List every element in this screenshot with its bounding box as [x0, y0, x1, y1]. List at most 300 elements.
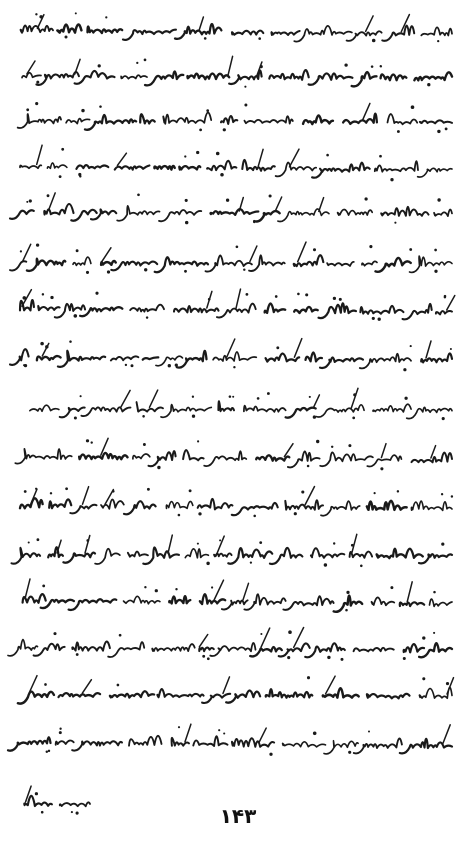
diacritic-dot — [26, 201, 28, 203]
handwritten-word — [38, 306, 59, 310]
ascender-stroke — [102, 248, 111, 261]
handwritten-word — [244, 116, 292, 123]
handwritten-word — [419, 643, 452, 657]
handwritten-word — [213, 352, 256, 361]
handwritten-word — [285, 500, 323, 510]
diacritic-dot — [326, 154, 329, 157]
diacritic-dot — [185, 199, 188, 202]
ascender-stroke — [381, 444, 386, 458]
diacritic-dot — [41, 811, 44, 814]
handwritten-word — [58, 351, 105, 367]
diacritic-dot — [99, 105, 102, 108]
diacritic-dot — [71, 811, 73, 813]
handwritten-word — [321, 501, 360, 516]
handwritten-word — [381, 74, 407, 80]
handwritten-word — [124, 596, 160, 604]
handwritten-word — [278, 209, 329, 222]
diacritic-dot — [288, 630, 292, 634]
handwritten-word — [434, 210, 452, 217]
handwritten-word — [338, 209, 373, 215]
handwritten-word — [411, 501, 452, 510]
diacritic-dot — [137, 193, 140, 196]
diacritic-dot — [223, 128, 226, 131]
diacritic-dot — [269, 753, 272, 756]
handwritten-word — [81, 407, 130, 416]
diacritic-dot — [374, 492, 376, 494]
handwritten-word — [360, 306, 403, 314]
ascender-stroke — [447, 296, 455, 311]
diacritic-dot — [434, 249, 437, 252]
handwritten-word — [265, 304, 286, 313]
diacritic-dot — [258, 37, 261, 40]
diacritic-dot — [144, 586, 146, 588]
ascender-stroke — [121, 390, 130, 407]
handwritten-word — [56, 741, 74, 745]
script-line — [20, 289, 455, 321]
handwritten-word — [204, 451, 246, 466]
ascender-stroke — [25, 579, 30, 598]
handwritten-word — [111, 262, 157, 271]
handwritten-word — [270, 548, 303, 564]
handwritten-word — [115, 166, 150, 170]
ascender-stroke — [443, 725, 451, 744]
diacritic-dot — [76, 812, 79, 815]
handwritten-word — [360, 354, 411, 369]
handwritten-word — [382, 26, 414, 41]
handwritten-word — [15, 449, 71, 464]
ascender-stroke — [407, 582, 412, 602]
ascender-stroke — [284, 444, 293, 457]
diacritic-dot — [403, 368, 406, 371]
handwritten-word — [362, 261, 377, 265]
diacritic-dot — [146, 316, 148, 318]
diacritic-dot — [232, 396, 234, 398]
handwritten-word — [407, 407, 452, 418]
ascender-stroke — [250, 246, 257, 262]
ascender-stroke — [305, 487, 315, 506]
diacritic-dot — [136, 62, 138, 64]
diacritic-dot — [202, 655, 205, 658]
ascender-stroke — [85, 536, 90, 554]
handwritten-word — [187, 74, 229, 80]
handwritten-word — [177, 351, 207, 368]
handwritten-word — [22, 73, 41, 78]
handwritten-word — [294, 307, 318, 313]
diacritic-dot — [48, 750, 50, 752]
diacritic-dot — [390, 586, 393, 589]
diacritic-dot — [35, 792, 38, 795]
diacritic-dot — [168, 364, 171, 367]
diacritic-dot — [80, 395, 82, 397]
diacritic-dot — [46, 750, 48, 752]
diacritic-dot — [20, 250, 22, 252]
handwritten-word — [10, 261, 26, 270]
diacritic-dot — [35, 102, 38, 105]
handwritten-word — [414, 72, 452, 80]
diacritic-dot — [178, 726, 180, 728]
handwritten-word — [229, 70, 261, 84]
handwritten-word — [66, 119, 90, 124]
diacritic-dot — [50, 492, 52, 494]
diacritic-dot — [107, 270, 110, 273]
ascender-stroke — [294, 339, 301, 358]
script-line — [12, 534, 453, 567]
diacritic-dot — [309, 396, 311, 398]
diacritic-dot — [211, 586, 213, 588]
handwritten-word — [72, 641, 110, 650]
handwritten-word — [155, 257, 208, 272]
handwritten-word — [163, 112, 211, 123]
handwritten-word — [320, 452, 373, 466]
handwritten-word — [10, 210, 34, 219]
diacritic-dot — [371, 65, 374, 68]
handwritten-word — [37, 356, 61, 360]
ascender-stroke — [23, 244, 31, 261]
diacritic-dot — [437, 198, 440, 201]
diacritic-dot — [294, 512, 297, 515]
diacritic-dot — [178, 514, 181, 517]
script-line — [8, 628, 452, 661]
diacritic-dot — [243, 268, 245, 270]
ascender-stroke — [275, 197, 281, 211]
diacritic-dot — [307, 465, 310, 468]
handwritten-word — [312, 163, 370, 178]
handwritten-word — [130, 305, 164, 312]
diacritic-dot — [117, 684, 120, 687]
diacritic-dot — [437, 130, 440, 133]
diacritic-dot — [78, 173, 81, 176]
handwritten-word — [244, 406, 286, 412]
handwritten-word — [436, 311, 452, 314]
handwritten-word — [221, 116, 237, 124]
handwritten-word — [372, 597, 395, 605]
diacritic-dot — [250, 561, 252, 563]
handwritten-word — [420, 120, 452, 123]
ascender-stroke — [236, 289, 241, 308]
diacritic-dot — [198, 512, 201, 515]
diacritic-dot — [24, 490, 27, 493]
diacritic-dot — [433, 591, 436, 594]
diacritic-dot — [157, 466, 160, 469]
diacritic-dot — [409, 248, 412, 251]
handwritten-word — [210, 209, 258, 215]
diacritic-dot — [37, 538, 40, 541]
handwritten-word — [200, 594, 225, 604]
page-number: ۱۴۳ — [219, 804, 257, 828]
diacritic-dot — [369, 245, 372, 248]
diacritic-dot — [360, 565, 363, 568]
handwritten-word — [101, 261, 116, 265]
handwritten-word — [226, 690, 260, 702]
handwritten-word — [80, 307, 122, 316]
handwritten-word — [21, 25, 53, 32]
handwritten-word — [320, 357, 363, 368]
diacritic-dot — [26, 108, 29, 111]
diacritic-dot — [352, 417, 355, 420]
handwritten-word — [152, 644, 194, 651]
diacritic-dot — [380, 65, 382, 67]
diacritic-dot — [192, 396, 194, 398]
handwritten-word — [388, 114, 418, 124]
diacritic-dot — [105, 16, 107, 18]
handwritten-word — [49, 499, 71, 508]
handwritten-word — [354, 648, 394, 652]
diacritic-dot — [50, 296, 53, 299]
handwritten-word — [18, 692, 54, 704]
diacritic-dot — [229, 395, 232, 398]
handwritten-word — [140, 114, 155, 123]
diacritic-dot — [307, 676, 310, 679]
diacritic-dot — [125, 364, 127, 366]
diacritic-dot — [226, 199, 229, 202]
diacritic-dot — [219, 539, 221, 541]
diacritic-dot — [442, 417, 445, 420]
handwritten-word — [311, 548, 344, 558]
diacritic-dot — [345, 609, 348, 612]
handwritten-word — [210, 643, 255, 656]
handwritten-word — [123, 30, 176, 40]
diacritic-dot — [131, 364, 134, 367]
diacritic-dot — [142, 415, 145, 418]
diacritic-dot — [86, 271, 89, 274]
diacritic-dot — [275, 295, 278, 298]
diacritic-dot — [260, 633, 262, 635]
diacritic-dot — [44, 683, 47, 686]
ascender-stroke — [83, 487, 89, 505]
diacritic-dot — [410, 345, 412, 347]
handwritten-word — [376, 258, 411, 272]
ascender-stroke — [199, 17, 203, 30]
diacritic-dot — [175, 588, 177, 590]
diacritic-dot — [253, 515, 256, 518]
diacritic-dot — [69, 340, 72, 343]
diacritic-dot — [47, 194, 50, 197]
handwritten-word — [218, 401, 234, 411]
handwritten-word — [306, 353, 322, 362]
handwritten-word — [232, 738, 274, 747]
handwritten-word — [169, 596, 190, 603]
diacritic-dot — [144, 268, 147, 271]
handwritten-word — [157, 689, 203, 697]
diacritic-dot — [434, 270, 437, 273]
diacritic-dot — [341, 658, 344, 661]
diacritic-dot — [437, 40, 439, 42]
diacritic-dot — [244, 104, 247, 107]
diacritic-dot — [75, 12, 77, 14]
diacritic-dot — [197, 440, 199, 442]
diacritic-dot — [233, 366, 235, 368]
ascender-stroke — [29, 676, 37, 693]
diacritic-dot — [267, 392, 270, 395]
diacritic-dot — [372, 39, 376, 43]
diacritic-dot — [24, 364, 27, 367]
diacritic-dot — [257, 397, 260, 400]
handwritten-word — [73, 257, 91, 265]
script-line — [21, 12, 452, 42]
handwritten-word — [373, 404, 411, 412]
handwritten-word — [334, 596, 363, 612]
handwritten-word — [367, 501, 407, 510]
script-line — [10, 339, 452, 372]
diacritic-dot — [76, 653, 79, 656]
ascender-stroke — [294, 628, 304, 648]
handwritten-word — [199, 648, 214, 652]
diacritic-dot — [333, 542, 335, 544]
handwritten-word — [232, 503, 278, 515]
diacritic-dot — [313, 415, 316, 418]
script-line — [22, 56, 452, 87]
handwritten-word — [343, 114, 377, 124]
script-line — [8, 724, 452, 756]
handwritten-word — [249, 255, 285, 271]
handwritten-word — [324, 741, 358, 754]
ascender-stroke — [27, 61, 35, 74]
diacritic-dot — [269, 194, 272, 197]
diacritic-dot — [316, 440, 319, 443]
diacritic-dot — [313, 248, 316, 251]
handwritten-word — [8, 640, 38, 656]
handwritten-word — [400, 602, 424, 606]
diacritic-dot — [36, 81, 39, 84]
diacritic-dot — [348, 751, 351, 754]
handwritten-word — [27, 259, 65, 271]
handwritten-word — [377, 549, 423, 558]
diacritic-dot — [346, 591, 349, 594]
handwritten-word — [266, 689, 313, 698]
diacritic-dot — [189, 489, 192, 492]
diacritic-dot — [297, 293, 300, 296]
script-line — [10, 242, 452, 274]
ascender-stroke — [105, 490, 113, 505]
diacritic-dot — [339, 298, 342, 301]
handwritten-word — [20, 165, 41, 168]
diacritic-dot — [276, 346, 279, 349]
diacritic-dot — [397, 490, 399, 492]
diacritic-dot — [427, 83, 430, 86]
diacritic-dot — [301, 490, 304, 493]
handwritten-word — [76, 165, 108, 169]
handwritten-word — [149, 451, 176, 466]
handwritten-word — [319, 303, 357, 318]
handwritten-word — [72, 741, 122, 750]
script-line — [18, 676, 454, 704]
ascender-stroke — [42, 343, 49, 356]
diacritic-dot — [175, 363, 178, 366]
diacritic-dot — [451, 495, 453, 497]
handwritten-word — [283, 742, 326, 747]
diacritic-dot — [196, 151, 199, 154]
diacritic-dot — [197, 543, 199, 545]
handwritten-word — [303, 115, 333, 124]
handwritten-word — [95, 549, 120, 564]
diacritic-dot — [74, 416, 77, 419]
diacritic-dot — [253, 221, 255, 223]
diacritic-dot — [59, 728, 61, 730]
handwritten-word — [128, 552, 148, 557]
diacritic-dot — [36, 243, 39, 246]
handwritten-word — [48, 547, 63, 557]
ascender-stroke — [447, 678, 454, 694]
diacritic-dot — [450, 348, 452, 350]
diacritic-dot — [394, 222, 396, 224]
diacritic-dot — [397, 130, 400, 133]
diacritic-dot — [422, 636, 425, 639]
handwritten-word — [430, 599, 453, 606]
ascender-stroke — [261, 628, 270, 647]
ascender-stroke — [426, 341, 431, 358]
ascender-stroke — [363, 103, 370, 119]
handwritten-word — [354, 738, 402, 753]
handwritten-word — [85, 115, 136, 130]
diacritic-dot — [333, 297, 336, 300]
handwritten-word — [124, 501, 156, 514]
diacritic-dot — [81, 109, 84, 112]
script-line — [23, 579, 452, 612]
ascender-stroke — [366, 16, 374, 32]
diacritic-dot — [220, 173, 224, 177]
diacritic-dot — [380, 467, 383, 470]
diacritic-dot — [327, 656, 330, 659]
ascender-stroke — [49, 193, 56, 210]
handwritten-word — [222, 600, 248, 609]
handwritten-word — [286, 408, 316, 418]
handwritten-word — [294, 26, 352, 42]
handwritten-word — [69, 599, 117, 610]
handwritten-word — [8, 737, 51, 750]
handwritten-word — [283, 596, 333, 610]
ascender-stroke — [37, 145, 42, 164]
diacritic-dot — [390, 178, 393, 181]
handwritten-word — [207, 161, 236, 170]
diacritic-dot — [411, 105, 415, 109]
ascender-stroke — [150, 390, 158, 407]
diacritic-dot — [206, 109, 209, 112]
handwritten-word — [367, 694, 410, 699]
handwritten-word — [404, 644, 424, 652]
diacritic-dot — [155, 589, 158, 592]
diacritic-dot — [184, 270, 187, 273]
diacritic-dot — [91, 441, 93, 443]
handwritten-word — [421, 27, 452, 35]
diacritic-dot — [344, 63, 347, 66]
ascender-stroke — [207, 291, 212, 308]
script-line — [15, 438, 452, 470]
diacritic-dot — [378, 318, 381, 321]
diacritic-dot — [244, 86, 246, 88]
handwritten-word — [47, 163, 67, 168]
ascender-stroke — [168, 535, 172, 553]
diacritic-dot — [61, 148, 64, 151]
diacritic-dot — [29, 199, 32, 202]
diacritic-dot — [28, 541, 30, 543]
handwritten-word — [198, 499, 233, 509]
diacritic-dot — [287, 656, 290, 659]
handwritten-word — [185, 549, 208, 558]
handwritten-word — [70, 505, 96, 514]
diacritic-dot — [53, 632, 56, 635]
handwritten-word — [381, 207, 428, 216]
diacritic-dot — [372, 317, 375, 320]
script-line — [24, 786, 90, 815]
diacritic-dot — [185, 221, 188, 224]
handwritten-word — [145, 71, 183, 85]
diacritic-dot — [236, 245, 239, 248]
diacritic-dot — [143, 443, 146, 446]
diacritic-dot — [433, 632, 435, 634]
diacritic-dot — [348, 444, 351, 447]
ascender-stroke — [31, 489, 37, 504]
diacritic-dot — [184, 155, 186, 157]
